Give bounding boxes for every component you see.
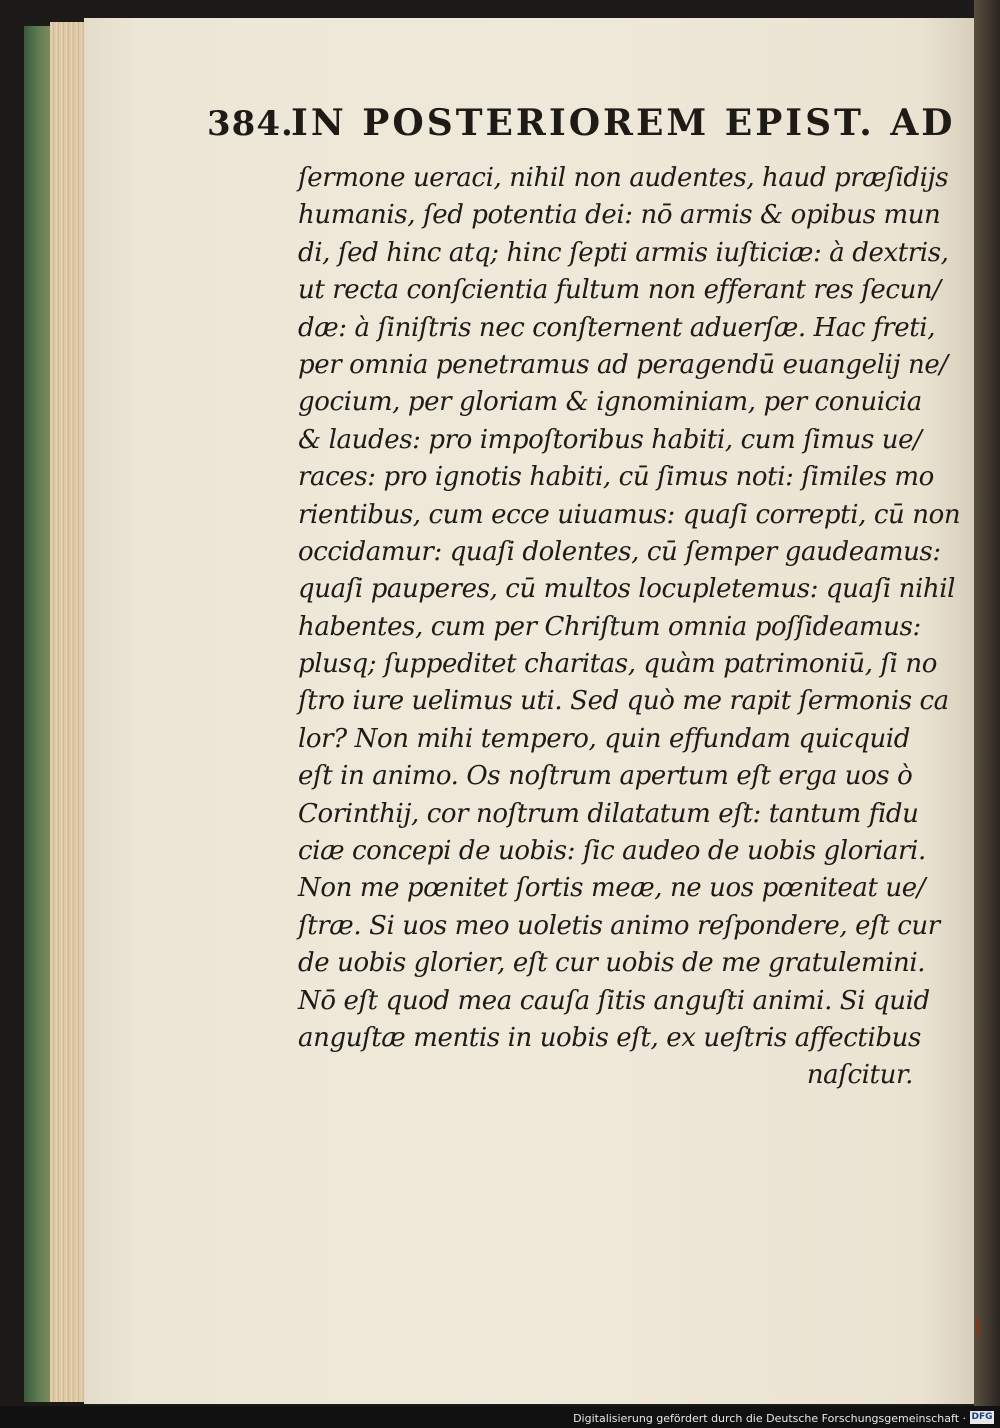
text-line: ſtro iure uelimus uti. Sed quò me rapit ſermonis ca — [298, 686, 949, 717]
page-header — [207, 98, 956, 148]
text-line: de uobis glorier, eſt cur uobis de me gratulemini. — [298, 948, 926, 979]
page-number: 384. — [207, 104, 294, 144]
dfg-logo-icon: DFG — [971, 1412, 993, 1422]
text-line-catchword: naſcitur. — [806, 1060, 913, 1091]
text-line: ſermone ueraci, nihil non audentes, haud præſidijs — [298, 163, 949, 193]
text-line: eſt in animo. Os noſtrum apertum eſt erga uos ò — [298, 761, 913, 792]
text-line: anguſtæ mentis in uobis eſt, ex ueſtris affectibus — [298, 1022, 921, 1053]
text-line: & laudes: pro impoſtoribus habiti, cum ſimus ue/ — [298, 424, 922, 455]
text-line: per omnia penetramus ad peragendū euangelij ne/ — [298, 349, 948, 380]
text-line: gocium, per gloriam & ignominiam, per conuicia — [298, 387, 922, 418]
text-line: plusq; ſuppeditet charitas, quàm patrimoniū, ſi no — [298, 649, 938, 680]
text-line: dæ: à ſiniſtris nec conſternent aduerſæ. Hac freti, — [298, 312, 936, 343]
text-line: habentes, cum per Chriſtum omnia poſſideamus: — [298, 611, 921, 642]
text-line: di, ſed hinc atq; hinc ſepti armis iuſticiæ: à dextris, — [298, 237, 949, 268]
text-line: Non me pœnitet ſortis meæ, ne uos pœniteat ue/ — [298, 873, 926, 904]
text-line: quaſi pauperes, cū multos locupletemus: quaſi nihil — [298, 574, 956, 605]
margin-mark — [976, 1318, 980, 1336]
text-line: humanis, ſed potentia dei: nō armis & opibus mun — [298, 200, 941, 231]
text-line: lor? Non mihi tempero, quin effundam quicquid — [298, 723, 910, 754]
running-title: IN POSTERIOREM EPIST. AD — [291, 102, 956, 144]
text-line: rientibus, cum ecce uiuamus: quaſi correpti, cū non — [298, 499, 961, 530]
text-line: Corinthij, cor noſtrum dilatatum eſt: tantum fidu — [298, 798, 919, 829]
text-line: Nō eſt quod mea cauſa ſitis anguſti animi. Si quid — [298, 985, 930, 1016]
body-text — [298, 160, 961, 1095]
text-line: ſtræ. Si uos meo uoletis animo reſpondere, eſt cur — [298, 910, 940, 941]
text-line: ut recta conſcientia fultum non efferant res ſecun/ — [298, 275, 941, 306]
text-line: occidamur: quaſi dolentes, cū ſemper gaudeamus: — [298, 536, 941, 567]
text-line: ciæ concepi de uobis: ſic audeo de uobis gloriari. — [298, 836, 926, 867]
digitization-credit: Digitalisierung gefördert durch die Deutsche Forschungsgemeinschaft · — [573, 1412, 966, 1425]
page-edges — [50, 22, 86, 1402]
gutter-shadow — [974, 0, 1000, 1428]
text-line: races: pro ignotis habiti, cū ſimus noti: ſimiles mo — [298, 462, 934, 493]
